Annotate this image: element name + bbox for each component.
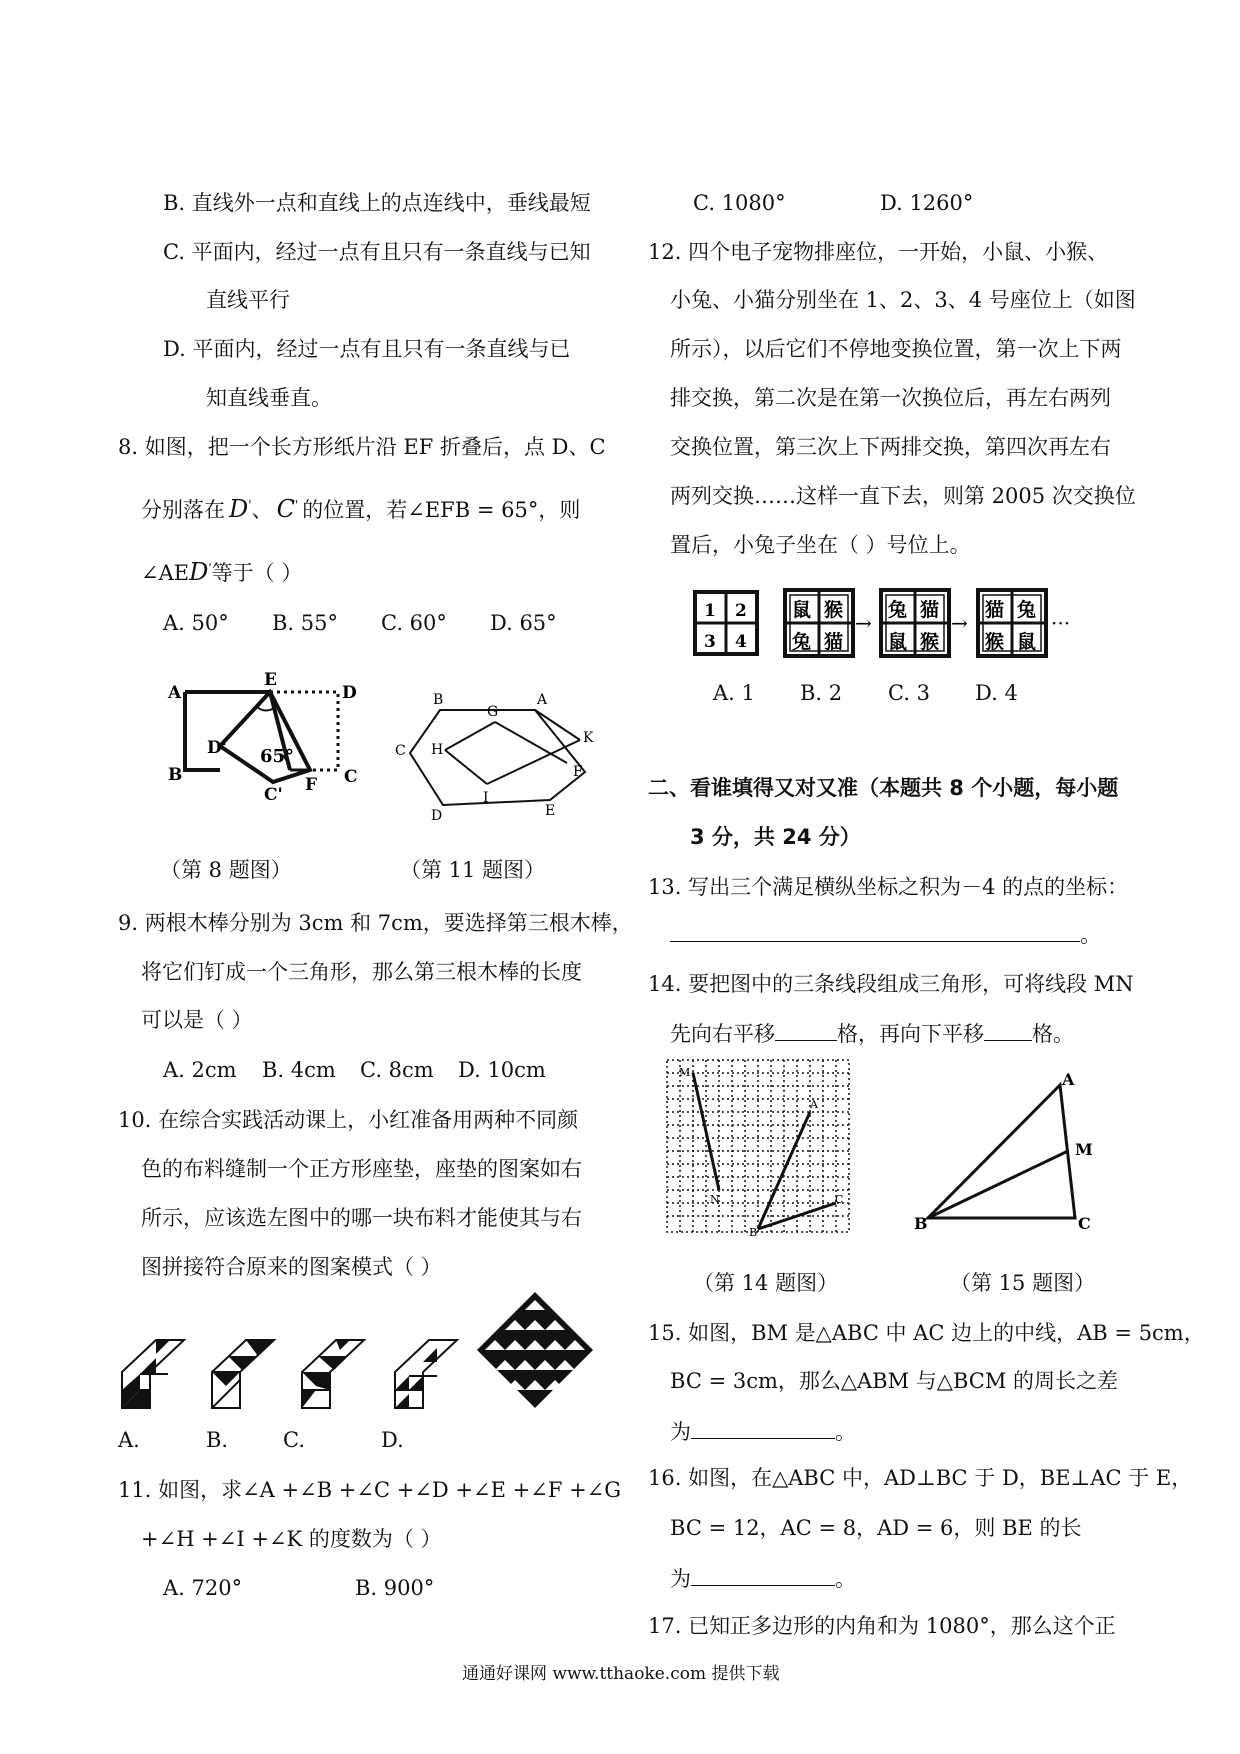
q11-option-d: D. 1260°: [880, 191, 974, 215]
q12-option-c: C. 3: [888, 681, 931, 705]
grid1-cell4: 猫: [824, 631, 844, 653]
fig14-label-c: C: [835, 1193, 844, 1206]
q12-option-d: D. 4: [975, 681, 1018, 705]
q7-option-d-line2: 知直线垂直。: [206, 386, 332, 410]
fig11-label-b: B: [433, 692, 444, 708]
q13-answer-blank[interactable]: [670, 923, 1080, 942]
fig11-label-c: C: [395, 743, 406, 759]
q11-option-a: A. 720°: [163, 1576, 243, 1600]
q14-right-blank[interactable]: [775, 1022, 837, 1041]
fig15-triangle: [914, 1070, 1120, 1235]
fig14-label-b: B: [749, 1226, 758, 1239]
q10-label-b: B.: [206, 1428, 229, 1452]
fig15-caption: （第 15 题图）: [950, 1271, 1096, 1295]
q10-fabric-d: [393, 1340, 463, 1410]
grid2-cell1: 兔: [888, 599, 908, 621]
q10-line3: 所示，应该选左图中的哪一块布料才能使其与右: [141, 1206, 582, 1230]
q7-option-c-line2: 直线平行: [206, 288, 290, 312]
q12-line3: 所示），以后它们不停地变换位置，第一次上下两: [670, 337, 1122, 361]
q8-option-d: D. 65°: [490, 611, 557, 635]
fig14-caption: （第 14 题图）: [693, 1271, 839, 1295]
q8-line3: ∠AED'等于（ ）: [141, 558, 303, 586]
fig8-label-c: C: [344, 767, 358, 787]
fig8-label-c-prime: C': [264, 785, 283, 805]
fig11-caption: （第 11 题图）: [400, 858, 546, 882]
fig11-label-g: G: [487, 704, 499, 720]
page-footer: 通通好课网 www.tthaoke.com 提供下载: [462, 1664, 780, 1684]
q12-option-a: A. 1: [713, 681, 755, 705]
grid0-cell3: 3: [704, 632, 716, 652]
fig8-label-65: 65°: [260, 746, 295, 767]
grid0-cell4: 4: [735, 632, 747, 652]
grid2-cell3: 鼠: [888, 631, 908, 653]
q13-line1: 13. 写出三个满足横纵坐标之积为－4 的点的坐标：: [648, 875, 1129, 899]
q7-option-d-line1: D. 平面内，经过一点有且只有一条直线与已: [163, 337, 571, 361]
grid0-cell2: 2: [735, 601, 747, 621]
fig14-label-m: M: [679, 1066, 691, 1079]
fig8-label-b: B: [168, 765, 183, 785]
grid1-cell2: 猴: [824, 599, 844, 621]
q14-line1: 14. 要把图中的三条线段组成三角形，可将线段 MN: [648, 972, 1134, 996]
q12-line5: 交换位置，第三次上下两排交换，第四次再左右: [670, 435, 1111, 459]
fig8-folded-rectangle: [160, 670, 370, 830]
q12-line7: 置后，小兔子坐在（ ）号位上。: [670, 533, 971, 557]
q14-down-blank[interactable]: [984, 1022, 1032, 1041]
fig8-label-a: A: [168, 683, 182, 703]
grid1-cell3: 兔: [792, 631, 812, 653]
fig15-label-b: B: [914, 1214, 928, 1233]
q8-line1: 8. 如图，把一个长方形纸片沿 EF 折叠后，点 D、C: [118, 435, 606, 459]
q8-line2: 分别落在 D'、 C' 的位置，若∠EFB = 65°，则: [141, 495, 581, 523]
q13-answer-line: 。: [670, 923, 1101, 946]
fig11-label-a: A: [537, 692, 548, 708]
fig15-label-a: A: [1062, 1070, 1075, 1089]
fig14-label-a: A: [810, 1098, 818, 1111]
fig14-grid-segments: [665, 1058, 855, 1238]
q9-option-b: B. 4cm: [262, 1058, 336, 1082]
fig15-label-m: M: [1075, 1140, 1093, 1159]
grid3-cell1: 猫: [985, 599, 1005, 621]
grid2-cell2: 猫: [920, 599, 940, 621]
q16-line3: 为 。: [670, 1567, 856, 1591]
q11-option-c: C. 1080°: [693, 191, 786, 215]
fig15-label-c: C: [1078, 1214, 1091, 1233]
fig8-label-d-prime: D': [207, 738, 227, 758]
fig11-label-f: F: [573, 764, 583, 780]
fig8-label-f: F: [305, 775, 318, 795]
q15-line2: BC = 3cm，那么△ABM 与△BCM 的周长之差: [670, 1369, 1119, 1393]
q9-option-d: D. 10cm: [458, 1058, 546, 1082]
fig11-label-k: K: [583, 730, 594, 746]
q12-seating-grids: [693, 588, 1093, 660]
q10-fabric-b: [210, 1340, 280, 1410]
fig11-polygon-angles: [395, 690, 605, 830]
q12-line1: 12. 四个电子宠物排座位，一开始，小鼠、小猴、: [648, 240, 1109, 264]
q12-line6: 两列交换……这样一直下去，则第 2005 次交换位: [670, 484, 1136, 508]
q10-cushion-pattern: [475, 1290, 595, 1410]
q9-option-a: A. 2cm: [163, 1058, 237, 1082]
arrow-1: →: [855, 611, 872, 635]
q16-answer-blank[interactable]: [691, 1567, 835, 1586]
q12-option-b: B. 2: [800, 681, 843, 705]
q16-line2: BC = 12，AC = 8，AD = 6，则 BE 的长: [670, 1516, 1082, 1540]
q11-line1: 11. 如图，求∠A +∠B +∠C +∠D +∠E +∠F +∠G: [118, 1478, 622, 1502]
q12-line2: 小兔、小猫分别坐在 1、2、3、4 号座位上（如图: [670, 288, 1136, 312]
fig14-label-n: N: [710, 1193, 720, 1206]
grid2-cell4: 猴: [920, 631, 940, 653]
q11-option-b: B. 900°: [355, 1576, 435, 1600]
q12-line4: 排交换，第二次是在第一次换位后，再左右两列: [670, 386, 1111, 410]
ellipsis: ···: [1051, 611, 1071, 635]
fig8-label-d: D: [342, 683, 357, 703]
q14-line2: 先向右平移 格，再向下平移 格。: [670, 1022, 1074, 1046]
q10-line1: 10. 在综合实践活动课上，小红准备用两种不同颜: [118, 1108, 579, 1132]
q15-line1: 15. 如图，BM 是△ABC 中 AC 边上的中线，AB = 5cm，: [648, 1321, 1205, 1345]
section-2-heading-line1: 二、看谁填得又对又准（本题共 8 个小题，每小题: [648, 776, 1119, 800]
q8-option-a: A. 50°: [163, 611, 229, 635]
grid1-cell1: 鼠: [792, 599, 812, 621]
arrow-2: →: [951, 611, 968, 635]
q8-option-c: C. 60°: [381, 611, 447, 635]
q8-option-b: B. 55°: [272, 611, 339, 635]
q15-line3: 为 。: [670, 1420, 856, 1444]
q9-line3: 可以是（ ）: [141, 1008, 253, 1032]
q10-line4: 图拼接符合原来的图案模式（ ）: [141, 1255, 442, 1279]
grid3-cell4: 鼠: [1017, 631, 1037, 653]
q10-fabric-c: [300, 1340, 370, 1410]
section-2-heading-line2: 3 分，共 24 分）: [690, 825, 861, 849]
fig11-label-i: I: [483, 790, 489, 806]
q11-line2: +∠H +∠I +∠K 的度数为（ ）: [141, 1527, 442, 1551]
q10-line2: 色的布料缝制一个正方形座垫，座垫的图案如右: [141, 1157, 582, 1181]
fig11-label-d: D: [431, 808, 443, 824]
q7-option-b: B. 直线外一点和直线上的点连线中，垂线最短: [163, 191, 591, 215]
q10-label-c: C.: [283, 1428, 305, 1452]
q9-line1: 9. 两根木棒分别为 3cm 和 7cm，要选择第三根木棒，: [118, 911, 633, 935]
q17-line1: 17. 已知正多边形的内角和为 1080°，那么这个正: [648, 1614, 1116, 1638]
fig11-label-h: H: [431, 742, 444, 758]
q10-label-a: A.: [118, 1428, 140, 1452]
grid3-cell3: 猴: [985, 631, 1005, 653]
grid0-cell1: 1: [704, 601, 716, 621]
q9-option-c: C. 8cm: [360, 1058, 434, 1082]
q9-line2: 将它们钉成一个三角形，那么第三根木棒的长度: [141, 960, 582, 984]
fig8-label-e: E: [264, 670, 277, 690]
fig8-caption: （第 8 题图）: [160, 858, 292, 882]
fig11-label-e: E: [545, 803, 556, 819]
q15-answer-blank[interactable]: [691, 1420, 835, 1439]
q10-fabric-a: [120, 1340, 190, 1410]
q16-line1: 16. 如图，在△ABC 中，AD⊥BC 于 D，BE⊥AC 于 E，: [648, 1466, 1193, 1490]
grid3-cell2: 兔: [1017, 599, 1037, 621]
q7-option-c-line1: C. 平面内，经过一点有且只有一条直线与已知: [163, 240, 591, 264]
q10-label-d: D.: [381, 1428, 404, 1452]
